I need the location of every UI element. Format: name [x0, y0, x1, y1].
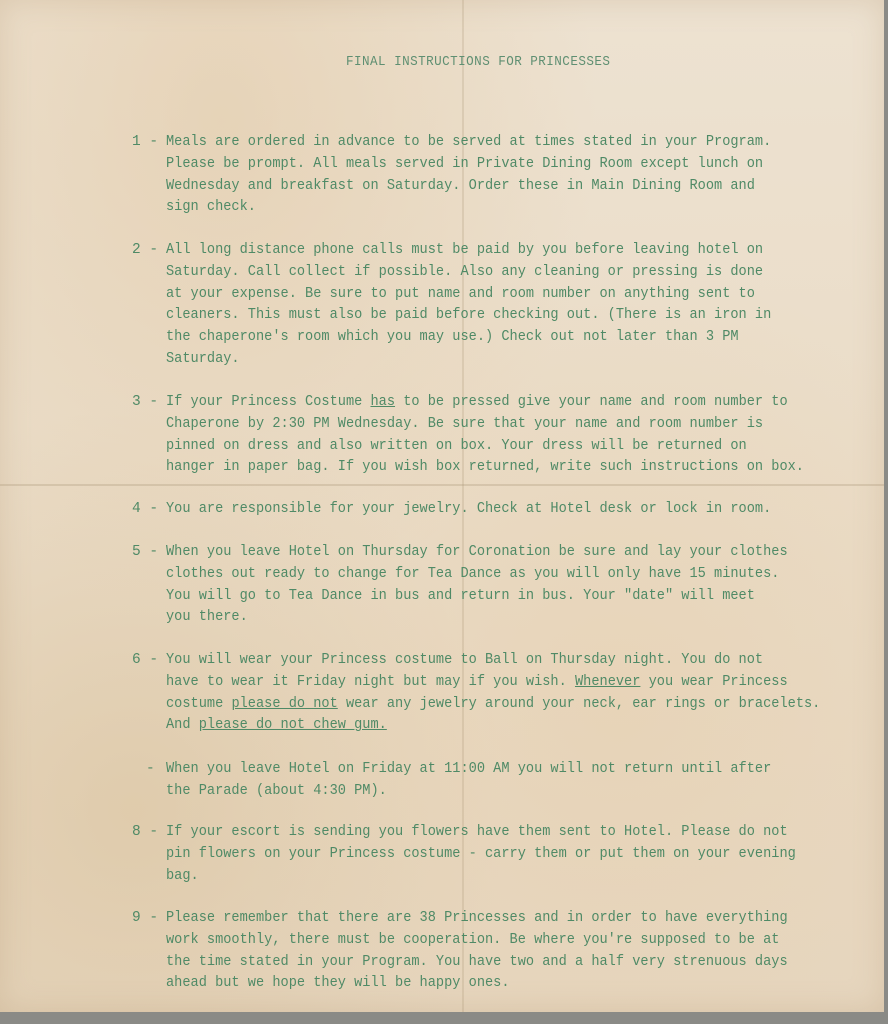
item-line: sign check. — [166, 199, 256, 216]
item-number: 1 - — [132, 134, 159, 150]
item-line: the time stated in your Program. You have two and a half very strenuous days — [166, 953, 788, 970]
item-line: Please remember that there are 38 Princesses and in order to have everything — [166, 910, 788, 926]
item-line: When you leave Hotel on Friday at 11:00 AM you will not return until after — [166, 761, 772, 777]
item-line: You are responsible for your jewelry. Check at Hotel desk or lock in room. — [166, 501, 772, 517]
item-number: 5 - — [132, 544, 159, 560]
item-line: pin flowers on your Princess costume - carry them or put them on your evening — [166, 845, 796, 862]
item-line — [166, 715, 830, 737]
item-line: You will wear your Princess costume to Ball on Thursday night. You do not — [166, 652, 764, 668]
item-line — [166, 694, 830, 716]
text-segment: you wear Princess — [640, 673, 788, 690]
item-line: You will go to Tea Dance in bus and return in bus. Your "date" will meet — [166, 587, 755, 604]
item-line — [166, 392, 830, 414]
text-segment: have to wear it Friday night but may if you wish. — [166, 673, 575, 690]
item-line: ahead but we hope they will be happy ones. — [166, 975, 510, 992]
underlined-text: has — [370, 394, 396, 410]
item-number: 3 - — [132, 394, 159, 410]
instruction-item-7 — [132, 759, 872, 803]
item-line: Chaperone by 2:30 PM Wednesday. Be sure that your name and room number is — [166, 415, 764, 432]
instruction-item-2 — [132, 240, 872, 371]
text-segment: costume — [166, 695, 232, 712]
item-line: Saturday. — [166, 350, 240, 367]
instruction-item-1 — [132, 132, 872, 219]
item-number: 8 - — [132, 824, 159, 840]
item-line: work smoothly, there must be cooperation. Be where you're supposed to be at — [166, 931, 780, 948]
text-segment: And — [166, 717, 199, 734]
item-line: All long distance phone calls must be paid by you before leaving hotel on — [166, 242, 764, 258]
item-line: Please be prompt. All meals served in Private Dining Room except lunch on — [166, 155, 764, 172]
item-line: Wednesday and breakfast on Saturday. Order these in Main Dining Room and — [166, 177, 755, 194]
item-number: 6 - — [132, 652, 159, 668]
item-line: the chaperone's room which you may use.) Check out not later than 3 PM — [166, 329, 739, 346]
document-title: FINAL INSTRUCTIONS FOR PRINCESSES — [346, 54, 611, 70]
item-line: Meals are ordered in advance to be served at times stated in your Program. — [166, 134, 772, 150]
fold-crease-horizontal — [0, 484, 884, 486]
item-line: you there. — [166, 609, 248, 626]
item-number: 2 - — [132, 242, 159, 258]
item-line: at your expense. Be sure to put name and room number on anything sent to — [166, 285, 755, 302]
item-line: bag. — [166, 867, 199, 884]
instruction-item-6 — [132, 650, 872, 737]
underlined-text: Whenever — [574, 673, 641, 690]
item-line: the Parade (about 4:30 PM). — [166, 782, 387, 799]
instruction-item-8 — [132, 822, 872, 887]
item-line: pinned on dress and also written on box. Your dress will be returned on — [166, 437, 747, 454]
item-line — [166, 672, 830, 694]
item-line: clothes out ready to change for Tea Dance as you will only have 15 minutes. — [166, 565, 780, 582]
text-segment: to be pressed give your name and room number to — [395, 394, 788, 410]
instruction-item-9 — [132, 908, 872, 995]
instruction-item-4 — [132, 499, 872, 521]
item-line: Saturday. Call collect if possible. Also any cleaning or pressing is done — [166, 263, 764, 280]
item-line: When you leave Hotel on Thursday for Coronation be sure and lay your clothes — [166, 544, 788, 560]
item-line: hanger in paper bag. If you wish box returned, write such instructions on box. — [166, 459, 804, 476]
underlined-text: please do not — [231, 695, 338, 712]
item-number: 9 - — [132, 910, 159, 926]
item-line: If your escort is sending you flowers have them sent to Hotel. Please do not — [166, 824, 788, 840]
text-segment: If your Princess Costume — [166, 394, 371, 410]
item-number: 4 - — [132, 501, 159, 517]
text-segment: wear any jewelry around your neck, ear rings or bracelets. — [337, 695, 821, 712]
instruction-item-5 — [132, 542, 872, 629]
instruction-item-3 — [132, 392, 872, 479]
item-number: - — [146, 761, 155, 777]
underlined-text: please do not chew gum. — [198, 717, 387, 734]
item-line: cleaners. This must also be paid before checking out. (There is an iron in — [166, 307, 772, 324]
